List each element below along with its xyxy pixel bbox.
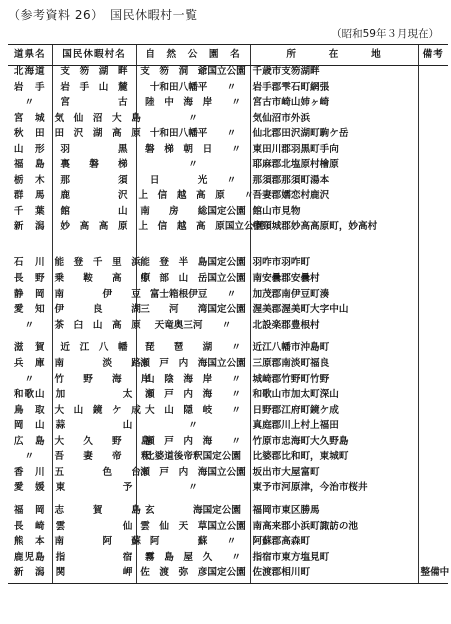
location-cell: 佐渡郡相川町 [250, 567, 418, 583]
location-cell: 吾妻郡嬬恋村鹿沢 [250, 190, 418, 206]
location-cell: 比婆郡比和町，東城町 [250, 451, 418, 467]
prefecture-cell: 愛 知 [13, 304, 46, 315]
park-name-cell: 阿 蘇 〃 [136, 536, 250, 552]
park-name-cell: 瀬 戸 内 海 〃 [136, 436, 250, 452]
location-cell: 北設楽郡豊根村 [250, 320, 418, 336]
park-name-cell: 霧 島 屋 久 〃 [136, 552, 250, 568]
table-row [8, 82, 448, 98]
prefecture-cell: 熊 本 [13, 536, 46, 547]
prefecture-cell: 石 川 [13, 257, 46, 268]
prefecture-cell: 長 野 [13, 273, 46, 284]
park-name-cell: 天竜奥三河 〃 [136, 320, 250, 336]
table-row [8, 335, 448, 358]
table-row [8, 536, 448, 552]
table-row [8, 389, 448, 405]
village-name-cell: 五 色 台 [52, 467, 136, 483]
park-name-cell: 佐 渡 弥 彦国定公園 [136, 567, 250, 583]
note-cell [418, 467, 448, 483]
park-name-cell: 山 陰 海 岸 〃 [136, 374, 250, 390]
village-name-cell: 支 笏 湖 畔 [52, 66, 136, 82]
table-body [8, 66, 448, 584]
note-cell [418, 289, 448, 305]
park-name-cell: 〃 [136, 113, 250, 129]
village-name-cell: 雲 仙 [52, 521, 136, 537]
park-name-cell: 十和田八幡平 〃 [136, 82, 250, 98]
prefecture-cell: 福 島 [13, 159, 46, 170]
location-cell: 指宿市東方塩見町 [250, 552, 418, 568]
table-row [8, 320, 448, 336]
prefecture-cell: 広 島 [13, 435, 46, 447]
location-cell: 日野郡江府町鏡ケ成 [250, 405, 418, 421]
park-name-cell: 南 房 総国定公園 [136, 206, 250, 222]
park-name-cell: 能 登 半 島国定公園 [136, 250, 250, 273]
table-row [8, 97, 448, 113]
header-prefecture: 道県名 [8, 45, 52, 66]
village-name-cell: 近 江 八 幡 [52, 335, 136, 358]
table-row [8, 436, 448, 452]
table-row [8, 250, 448, 273]
location-cell: 竹原市忠海町大久野島 [250, 436, 418, 452]
table-row [8, 498, 448, 521]
prefecture-cell: 千 葉 [13, 205, 46, 217]
park-name-cell: 〃 [136, 482, 250, 498]
note-cell [418, 175, 448, 191]
village-name-cell: 南 淡 路 [52, 358, 136, 374]
location-cell: 岩手郡雫石町網張 [250, 82, 418, 98]
prefecture-cell: 岩 手 [13, 81, 46, 93]
note-cell [418, 113, 448, 129]
village-name-cell: 南 伊 豆 [52, 289, 136, 305]
note-cell [418, 250, 448, 273]
park-name-cell: 陸 中 海 岸 〃 [136, 97, 250, 113]
village-name-cell: 気 仙 沼 大 島 [52, 113, 136, 129]
location-cell: 耶麻郡北塩原村檜原 [250, 159, 418, 175]
park-name-cell: 〃 [136, 420, 250, 436]
location-cell: 真庭郡川上村上福田 [250, 420, 418, 436]
note-cell [418, 420, 448, 436]
prefecture-cell: 静 岡 [13, 288, 46, 300]
village-name-cell: 南 阿 蘇 [52, 536, 136, 552]
note-cell [418, 97, 448, 113]
location-cell: 城崎郡竹野町竹野 [250, 374, 418, 390]
note-cell [418, 128, 448, 144]
note-cell [418, 335, 448, 358]
note-cell [418, 405, 448, 421]
note-cell [418, 436, 448, 452]
park-name-cell: 富士箱根伊豆 〃 [136, 289, 250, 305]
table-row [8, 304, 448, 320]
table-row [8, 128, 448, 144]
prefecture-cell: 〃 [24, 319, 36, 331]
village-name-cell: 田 沢 湖 高 原 [52, 128, 136, 144]
table-row [8, 567, 448, 583]
prefecture-cell: 香 川 [13, 466, 46, 478]
location-cell: 福岡市東区勝馬 [250, 498, 418, 521]
table-row [8, 175, 448, 191]
note-cell [418, 221, 448, 250]
table-row [8, 289, 448, 305]
note-cell [418, 552, 448, 568]
prefecture-cell: 宮 城 [13, 112, 46, 124]
location-cell: 羽咋市羽咋町 [250, 250, 418, 273]
prefecture-cell: 群 馬 [13, 190, 46, 201]
village-name-cell: 鹿 沢 [52, 190, 136, 206]
location-cell: 東予市河原津，今治市桜井 [250, 482, 418, 498]
table-row [8, 159, 448, 175]
note-cell [418, 358, 448, 374]
park-name-cell: 雲 仙 天 草国立公園 [136, 521, 250, 537]
header-park-name: 自 然 公 園 名 [136, 45, 250, 66]
village-name-cell: 裏 磐 梯 [52, 159, 136, 175]
village-name-cell: 関 岬 [52, 567, 136, 583]
village-name-cell: 能 登 千 里 浜 [52, 250, 136, 273]
prefecture-cell: 秋 田 [13, 128, 46, 139]
park-name-cell: 中 部 山 岳国立公園 [136, 273, 250, 289]
park-name-cell: 瀬 戸 内 海国立公園 [136, 467, 250, 483]
note-cell [418, 521, 448, 537]
prefecture-cell: 愛 媛 [13, 482, 46, 493]
prefecture-cell: 福 岡 [13, 504, 46, 516]
park-name-cell: 十和田八幡平 〃 [136, 128, 250, 144]
park-name-cell: 比婆道後帝釈国定公園 [136, 451, 250, 467]
prefecture-cell: 新 潟 [13, 221, 46, 232]
table-row [8, 221, 448, 250]
location-cell: 気仙沼市外浜 [250, 113, 418, 129]
park-name-cell: 瀬 戸 内 海 〃 [136, 389, 250, 405]
location-cell: 仙北郡田沢湖町駒ケ岳 [250, 128, 418, 144]
note-cell [418, 159, 448, 175]
location-cell: 坂出市大屋富町 [250, 467, 418, 483]
park-name-cell: 支 笏 洞 爺国立公園 [136, 66, 250, 82]
table-row [8, 405, 448, 421]
village-name-cell: 大 久 野 島 [52, 436, 136, 452]
note-cell [418, 498, 448, 521]
park-name-cell: 瀬 戸 内 海国立公園 [136, 358, 250, 374]
prefecture-cell: 栃 木 [13, 174, 46, 186]
village-name-cell: 那 須 [52, 175, 136, 191]
park-name-cell: 三 河 湾国定公園 [136, 304, 250, 320]
note-cell [418, 66, 448, 82]
location-cell: 渥美郡渥美町大字中山 [250, 304, 418, 320]
header-note: 備考 [418, 45, 448, 66]
note-cell [418, 206, 448, 222]
location-cell: 加茂郡南伊豆町湊 [250, 289, 418, 305]
park-name-cell: 日 光 〃 [136, 175, 250, 191]
village-name-cell: 館 山 [52, 206, 136, 222]
location-cell: 阿蘇郡高森町 [250, 536, 418, 552]
park-name-cell: 上 信 越 高 原国立公園 [136, 221, 250, 250]
note-cell [418, 273, 448, 289]
location-cell: 三原郡南淡町福良 [250, 358, 418, 374]
note-cell [418, 536, 448, 552]
table-row [8, 451, 448, 467]
village-name-cell: 妙 高 高 原 [52, 221, 136, 250]
header-village-name: 国民休暇村名 [52, 45, 136, 66]
village-name-cell: 蒜 山 [52, 420, 136, 436]
park-name-cell: 琵 琶 湖 〃 [136, 335, 250, 358]
prefecture-cell: 和歌山 [13, 389, 46, 400]
prefecture-cell: 〃 [24, 451, 36, 462]
as-of-date: （昭和59年３月現在） [331, 28, 439, 40]
table-row [8, 552, 448, 568]
prefecture-cell: 新 潟 [8, 567, 52, 583]
village-name-cell: 大 山 鏡 ケ 成 [52, 405, 136, 421]
location-cell: 南高来郡小浜町諏訪の池 [250, 521, 418, 537]
location-cell: 中頸城郡妙高高原町，妙高村 [250, 221, 418, 250]
note-cell [418, 304, 448, 320]
park-name-cell: 〃 [136, 159, 250, 175]
note-cell [418, 482, 448, 498]
prefecture-cell: 兵 庫 [13, 358, 46, 369]
village-name-cell: 羽 黒 [52, 144, 136, 160]
note-cell [418, 374, 448, 390]
note-cell: 整備中 [418, 567, 448, 583]
village-name-cell: 志 賀 島 [52, 498, 136, 521]
table-row [8, 374, 448, 390]
location-cell: 和歌山市加太町深山 [250, 389, 418, 405]
prefecture-cell: 滋 賀 [13, 342, 46, 353]
table-header-row [8, 45, 448, 66]
location-cell: 那須郡那須町湯本 [250, 175, 418, 191]
village-name-cell: 宮 古 [52, 97, 136, 113]
prefecture-cell: 〃 [24, 97, 36, 108]
resort-villages-table [8, 44, 448, 584]
location-cell: 東田川郡羽黒町手向 [250, 144, 418, 160]
park-name-cell: 大 山 隠 岐 〃 [136, 405, 250, 421]
note-cell [418, 82, 448, 98]
prefecture-cell: 山 形 [13, 143, 46, 155]
note-cell [418, 144, 448, 160]
park-name-cell: 磐 梯 朝 日 〃 [136, 144, 250, 160]
village-name-cell: 乗 鞍 高 原 [52, 273, 136, 289]
village-name-cell: 茶 臼 山 高 原 [52, 320, 136, 336]
note-cell [418, 190, 448, 206]
prefecture-cell: 〃 [24, 373, 36, 385]
location-cell: 宮古市崎山姉ヶ崎 [250, 97, 418, 113]
prefecture-cell: 北海道 [13, 66, 46, 77]
table-row [8, 113, 448, 129]
village-name-cell: 岩 手 山 麓 [52, 82, 136, 98]
location-cell: 館山市見物 [250, 206, 418, 222]
location-cell: 千歳市支笏湖畔 [250, 66, 418, 82]
location-cell: 南安曇郡安曇村 [250, 273, 418, 289]
table-row [8, 190, 448, 206]
table-row [8, 521, 448, 537]
note-cell [418, 389, 448, 405]
location-cell: 近江八幡市沖島町 [250, 335, 418, 358]
village-name-cell: 吾 妻 帝 釈 [52, 451, 136, 467]
table-row [8, 467, 448, 483]
table-row [8, 482, 448, 498]
prefecture-cell: 岡 山 [13, 420, 46, 431]
village-name-cell: 指 宿 [52, 552, 136, 568]
prefecture-cell: 長 崎 [13, 520, 46, 532]
village-name-cell: 伊 良 湖 [52, 304, 136, 320]
table-row [8, 358, 448, 374]
village-name-cell: 竹 野 海 岸 [52, 374, 136, 390]
page-title: （参考資料 26） 国民休暇村一覧 [8, 8, 198, 22]
village-name-cell: 加 太 [52, 389, 136, 405]
prefecture-cell: 鹿児島 [13, 551, 46, 563]
table-row [8, 420, 448, 436]
table-row [8, 273, 448, 289]
table-row [8, 206, 448, 222]
header-location: 所 在 地 [250, 45, 418, 66]
note-cell [418, 451, 448, 467]
village-name-cell: 東 予 [52, 482, 136, 498]
table-row [8, 66, 448, 82]
park-name-cell: 上 信 越 高 原 〃 [136, 190, 250, 206]
table-row [8, 144, 448, 160]
note-cell [418, 320, 448, 336]
park-name-cell: 玄 海国定公園 [136, 498, 250, 521]
prefecture-cell: 鳥 取 [13, 404, 46, 416]
